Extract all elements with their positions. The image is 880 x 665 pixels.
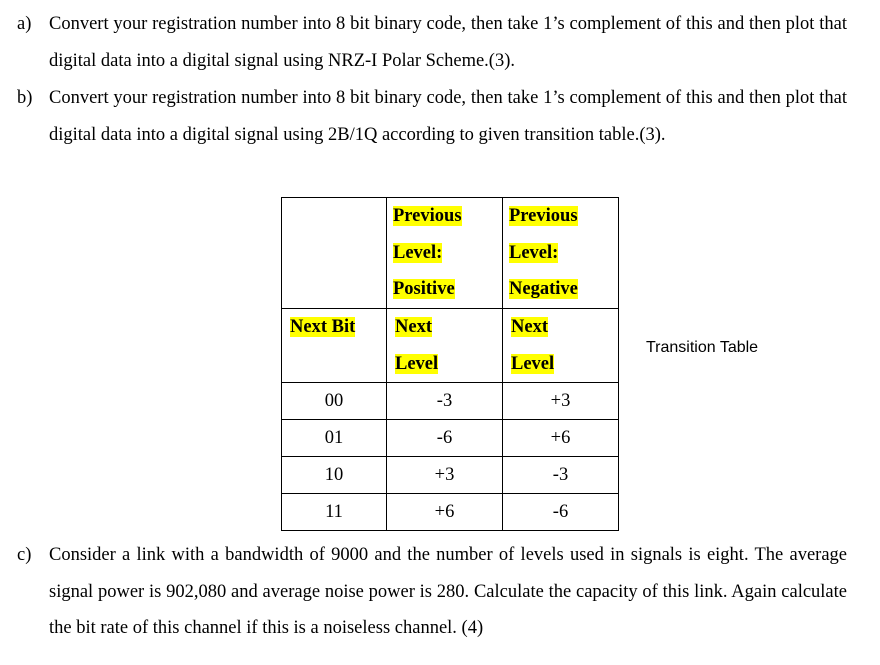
table-row xyxy=(282,420,619,457)
header-prev-positive-line-3: Positive xyxy=(393,279,455,299)
table-row xyxy=(282,494,619,531)
table-subheader-row xyxy=(282,309,619,383)
question-c-marker: c) xyxy=(17,545,32,565)
question-a-marker: a) xyxy=(17,14,32,34)
subheader-next-level-negative-line-1: Next xyxy=(511,317,548,337)
question-b-marker: b) xyxy=(17,88,33,108)
subheader-next-level-positive xyxy=(387,309,503,383)
question-b xyxy=(17,80,847,153)
subheader-next-level-positive-line-1: Next xyxy=(395,317,432,337)
row-negative-cell: +3 xyxy=(503,383,619,420)
header-prev-positive-line-1: Previous xyxy=(393,206,462,226)
row-negative-cell: -3 xyxy=(503,457,619,494)
question-c-text: Consider a link with a bandwidth of 9000 and the number of levels used in signals is eight. The average signal power is 902,080 and average noise power is 280. Calculate the capacity of this link. Again calculate the bit rate of this channel if this is a noiseless channel. (4) xyxy=(49,545,847,638)
header-prev-positive xyxy=(387,198,503,309)
row-negative-cell: +6 xyxy=(503,420,619,457)
table-header-row xyxy=(282,198,619,309)
row-negative-cell: -6 xyxy=(503,494,619,531)
question-c xyxy=(17,537,847,647)
header-prev-negative xyxy=(503,198,619,309)
header-prev-negative-line-3: Negative xyxy=(509,279,578,299)
table-caption: Transition Table xyxy=(646,339,759,356)
row-positive-cell: -3 xyxy=(387,383,503,420)
subheader-next-level-negative xyxy=(503,309,619,383)
header-prev-positive-line-2: Level: xyxy=(393,242,443,263)
subheader-next-level-negative-line-2: Level xyxy=(511,353,555,374)
transition-table xyxy=(281,197,619,531)
table-row xyxy=(282,383,619,420)
question-a-text: Convert your registration number into 8 bit binary code, then take 1’s complement of this and then plot that digital data into a digital signal using NRZ-I Polar Scheme.(3). xyxy=(49,14,847,71)
row-positive-cell: +6 xyxy=(387,494,503,531)
subheader-next-bit xyxy=(282,309,387,383)
row-bits-cell: 00 xyxy=(282,383,387,420)
row-bits-cell: 10 xyxy=(282,457,387,494)
header-prev-negative-line-1: Previous xyxy=(509,206,578,226)
question-b-text: Convert your registration number into 8 bit binary code, then take 1’s complement of this and then plot that digital data into a digital signal using 2B/1Q according to given transition table.(3). xyxy=(49,88,847,145)
row-positive-cell: +3 xyxy=(387,457,503,494)
question-a xyxy=(17,6,847,79)
header-empty-cell xyxy=(282,198,387,309)
table-row xyxy=(282,457,619,494)
subheader-next-bit-label: Next Bit xyxy=(290,317,356,337)
row-bits-cell: 01 xyxy=(282,420,387,457)
row-positive-cell: -6 xyxy=(387,420,503,457)
header-prev-negative-line-2: Level: xyxy=(509,242,559,263)
subheader-next-level-positive-line-2: Level xyxy=(395,353,439,374)
row-bits-cell: 11 xyxy=(282,494,387,531)
